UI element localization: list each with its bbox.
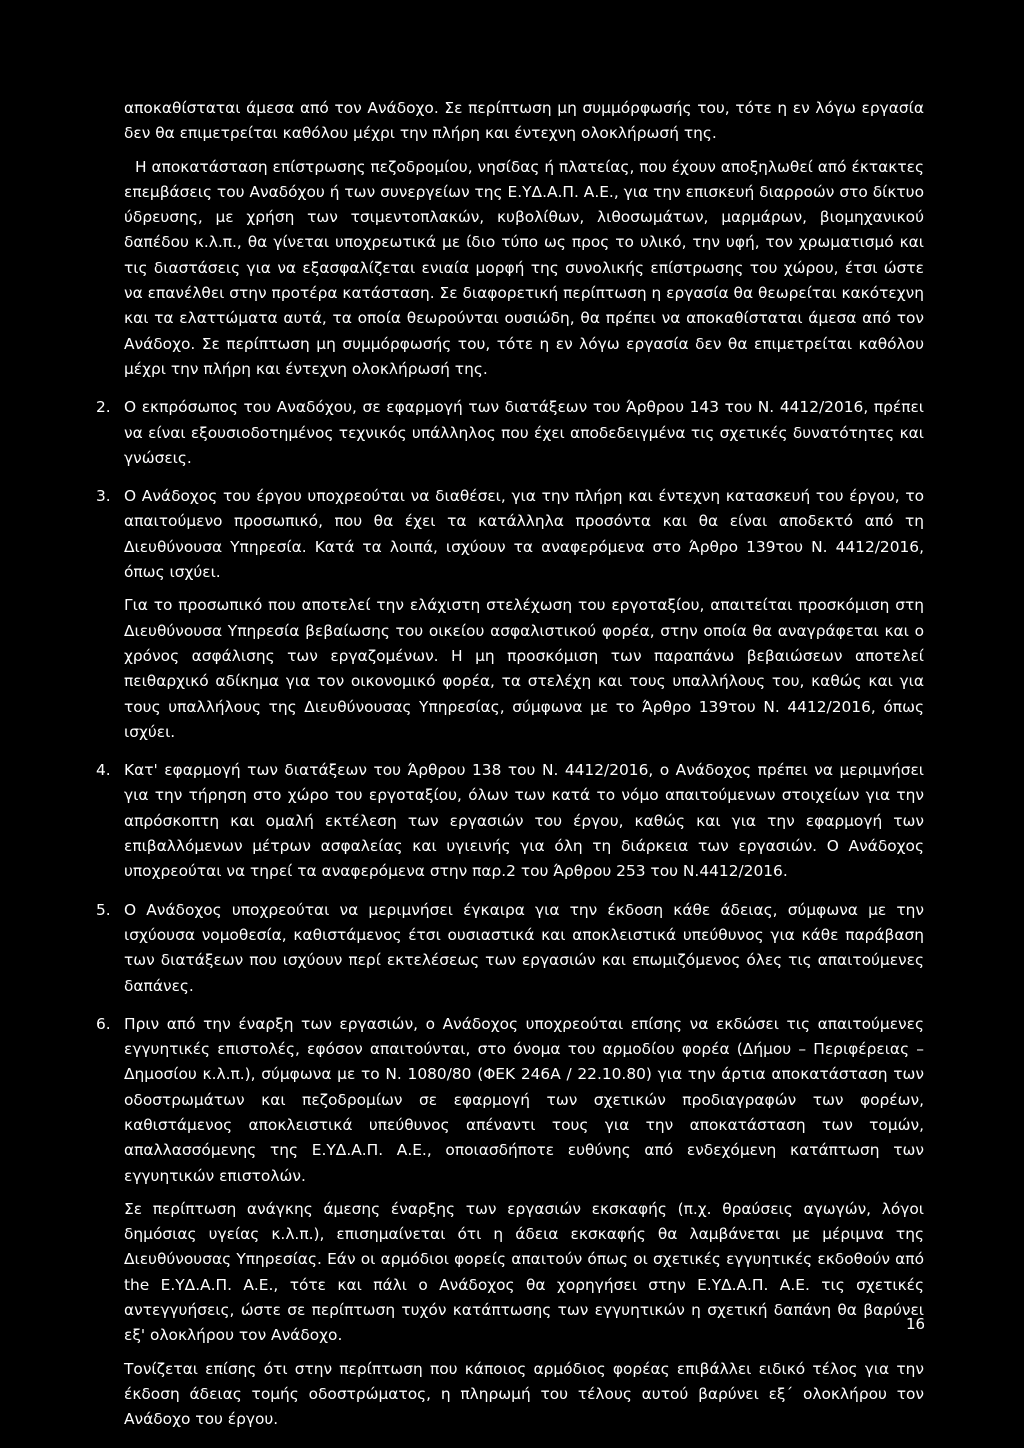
list-number: 2. [96, 398, 111, 417]
paragraph-pavement-restoration: Η αποκατάσταση επίστρωσης πεζοδρομίου, νησίδας ή πλατείας, που έχουν αποξηλωθεί από έκτακτες επεμβάσεις του Αναδόχου ή των συνεργείων της Ε.ΥΔ.Α.Π. Α.Ε., για την επισκευή διαρροών στο δίκτυο ύδρευσης, με χρήση των τσιμεντοπλακών, κυβολίθων, λιθοσωμάτων, μαρμάρων, βιομηχανικού δαπέδου κ.λ.π., θα γίνεται υποχρεωτικά με ίδιο τύπο ως προς το υλικό, την υφή, τον χρωματισμό και τις διαστάσεις για να εξασφαλίζεται ενιαία μορφή της συνολικής επίστρωσης του χώρου, έτσι ώστε να επανέλθει στην προτέρα κατάσταση. Σε διαφορετική περίπτωση η εργασία θα θεωρείται κακότεχνη και τα ελαττώματα αυτά, τα οποία θεωρούνται ουσιώδη, θα πρέπει να αποκαθίσταται άμεσα από τον Ανάδοχο. Σε περίπτωση μη συμμόρφωσής του, τότε η εν λόγω εργασία δεν θα επιμετρείται καθόλου μέχρι την πλήρη και έντεχνη ολοκλήρωσή της. [124, 157, 924, 378]
list-item-3 [96, 484, 924, 745]
list-item-6 [96, 1012, 924, 1433]
list-item-text: Για το προσωπικό που αποτελεί την ελάχιστη στελέχωση του εργοταξίου, απαιτείται προσκόμιση στη Διευθύνουσα Υπηρεσία βεβαίωσης του οικείου ασφαλιστικού φορέα, στην οποία θα αναγράφεται και ο χρόνος ασφάλισης των εργαζομένων. Η μη προσκόμιση των παραπάνω βεβαιώσεων αποτελεί πειθαρχικό αδίκημα για τον οικονομικό φορέα, τα στελέχη και τους υπαλλήλους του, καθώς και για τους υπαλλήλους της Διευθύνουσας Υπηρεσίας, σύμφωνα με το Άρθρο 139του Ν. 4412/2016, όπως ισχύει. [124, 596, 924, 741]
list-item-text: Πριν από την έναρξη των εργασιών, ο Ανάδοχος υποχρεούται επίσης να εκδώσει τις απαιτούμενες εγγυητικές επιστολές, εφόσον απαιτούνται, στο όνομα του αρμοδίου φορέα (Δήμου – Περιφέρειας – Δημοσίου κ.λ.π.), σύμφωνα με το Ν. 1080/80 (ΦΕΚ 246Α / 22.10.80) για την άρτια αποκατάσταση των οδοστρωμάτων και πεζοδρομίων σε εφαρμογή των σχετικών προδιαγραφών των φορέων, καθιστάμενος αποκλειστικά υπεύθυνος απέναντι τους για την αποκατάσταση των τομών, απαλλασσόμενης της Ε.ΥΔ.Α.Π. Α.Ε., οποιασδήποτε ευθύνης από ενδεχόμενη κατάπτωση των εγγυητικών επιστολών. [124, 1014, 924, 1185]
list-item-text: Σε περίπτωση ανάγκης άμεσης έναρξης των εργασιών εκσκαφής (π.χ. θραύσεις αγωγών, λόγοι δημόσιας υγείας κ.λ.π.), επισημαίνεται ότι η άδεια εκσκαφής θα λαμβάνεται με μέριμνα της Διευθύνουσας Υπηρεσίας. Εάν οι αρμόδιοι φορείς απαιτούν όπως οι σχετικές εγγυητικές εκδοθούν από the Ε.ΥΔ.Α.Π. Α.Ε., τότε και πάλι ο Ανάδοχος θα χορηγήσει στην Ε.ΥΔ.Α.Π. Α.Ε. τις σχετικές αντεγγυήσεις, ώστε σε περίπτωση τυχόν κατάπτωσης των εγγυητικών η σχετική δαπάνη θα βαρύνει εξ' ολοκλήρου τον Ανάδοχο. [124, 1199, 924, 1345]
list-item-text: Ο εκπρόσωπος του Αναδόχου, σε εφαρμογή των διατάξεων του Άρθρου 143 του Ν. 4412/2016, πρέπει να είναι εξουσιοδοτημένος τεχνικός υπάλληλος που έχει αποδεδειγμένα τις σχετικές δυνατότητες και γνώσεις. [124, 398, 924, 467]
list-number: 6. [96, 1014, 111, 1033]
document-body [96, 96, 924, 1433]
list-item-text: Ο Ανάδοχος του έργου υποχρεούται να διαθέσει, για την πλήρη και έντεχνη κατασκευή του έργου, το απαιτούμενο προσωπικό, που θα έχει τα κατάλληλα προσόντα και θα είναι αποδεκτό από τη Διευθύνουσα Υπηρεσία. Κατά τα λοιπά, ισχύουν τα αναφερόμενα στο Άρθρο 139του Ν. 4412/2016, όπως ισχύει. [124, 487, 924, 582]
list-item-5 [96, 898, 924, 999]
list-item-text: Ο Ανάδοχος υποχρεούται να μεριμνήσει έγκαιρα για την έκδοση κάθε άδειας, σύμφωνα με την ισχύουσα νομοθεσία, καθιστάμενος έτσι ουσιαστικά και αποκλειστικά υπεύθυνος για κάθε παράβαση των διατάξεων που ισχύουν περί εκτελέσεως των εργασιών και επωμιζόμενος όλες τις απαιτούμενες δαπάνες. [124, 900, 924, 995]
list-item-2 [96, 395, 924, 471]
page-number: 16 [906, 1315, 926, 1333]
list-number: 5. [96, 900, 111, 919]
list-number: 4. [96, 761, 111, 780]
list-item-text: Κατ' εφαρμογή των διατάξεων του Άρθρου 138 του Ν. 4412/2016, ο Ανάδοχος πρέπει να μεριμνήσει για την τήρηση στο χώρο του εργοταξίου, όλων των κατά το νόμο απαιτούμενων στοιχείων για την απρόσκοπτη και ομαλή εκτέλεση των εργασιών του έργου, καθώς και για την εφαρμογή των επιβαλλόμενων μέτρων ασφαλείας και υγιεινής για όλη τη διάρκεια των εργασιών. Ο Ανάδοχος υποχρεούται να τηρεί τα αναφερόμενα στην παρ.2 του Άρθρου 253 του Ν.4412/2016. [124, 761, 924, 881]
list-item-4 [96, 758, 924, 884]
list-number: 3. [96, 487, 111, 506]
paragraph-continuation: αποκαθίσταται άμεσα από τον Ανάδοχο. Σε περίπτωση μη συμμόρφωσής του, τότε η εν λόγω εργασία δεν θα επιμετρείται καθόλου μέχρι την πλήρη και έντεχνη ολοκλήρωσή της. [124, 99, 924, 143]
list-item-text: Τονίζεται επίσης ότι στην περίπτωση που κάποιος αρμόδιος φορέας επιβάλλει ειδικό τέλος για την έκδοση άδειας τομής οδοστρώματος, η πληρωμή του τέλους αυτού βαρύνει εξ΄ ολοκλήρου τον Ανάδοχο του έργου. [124, 1359, 924, 1429]
